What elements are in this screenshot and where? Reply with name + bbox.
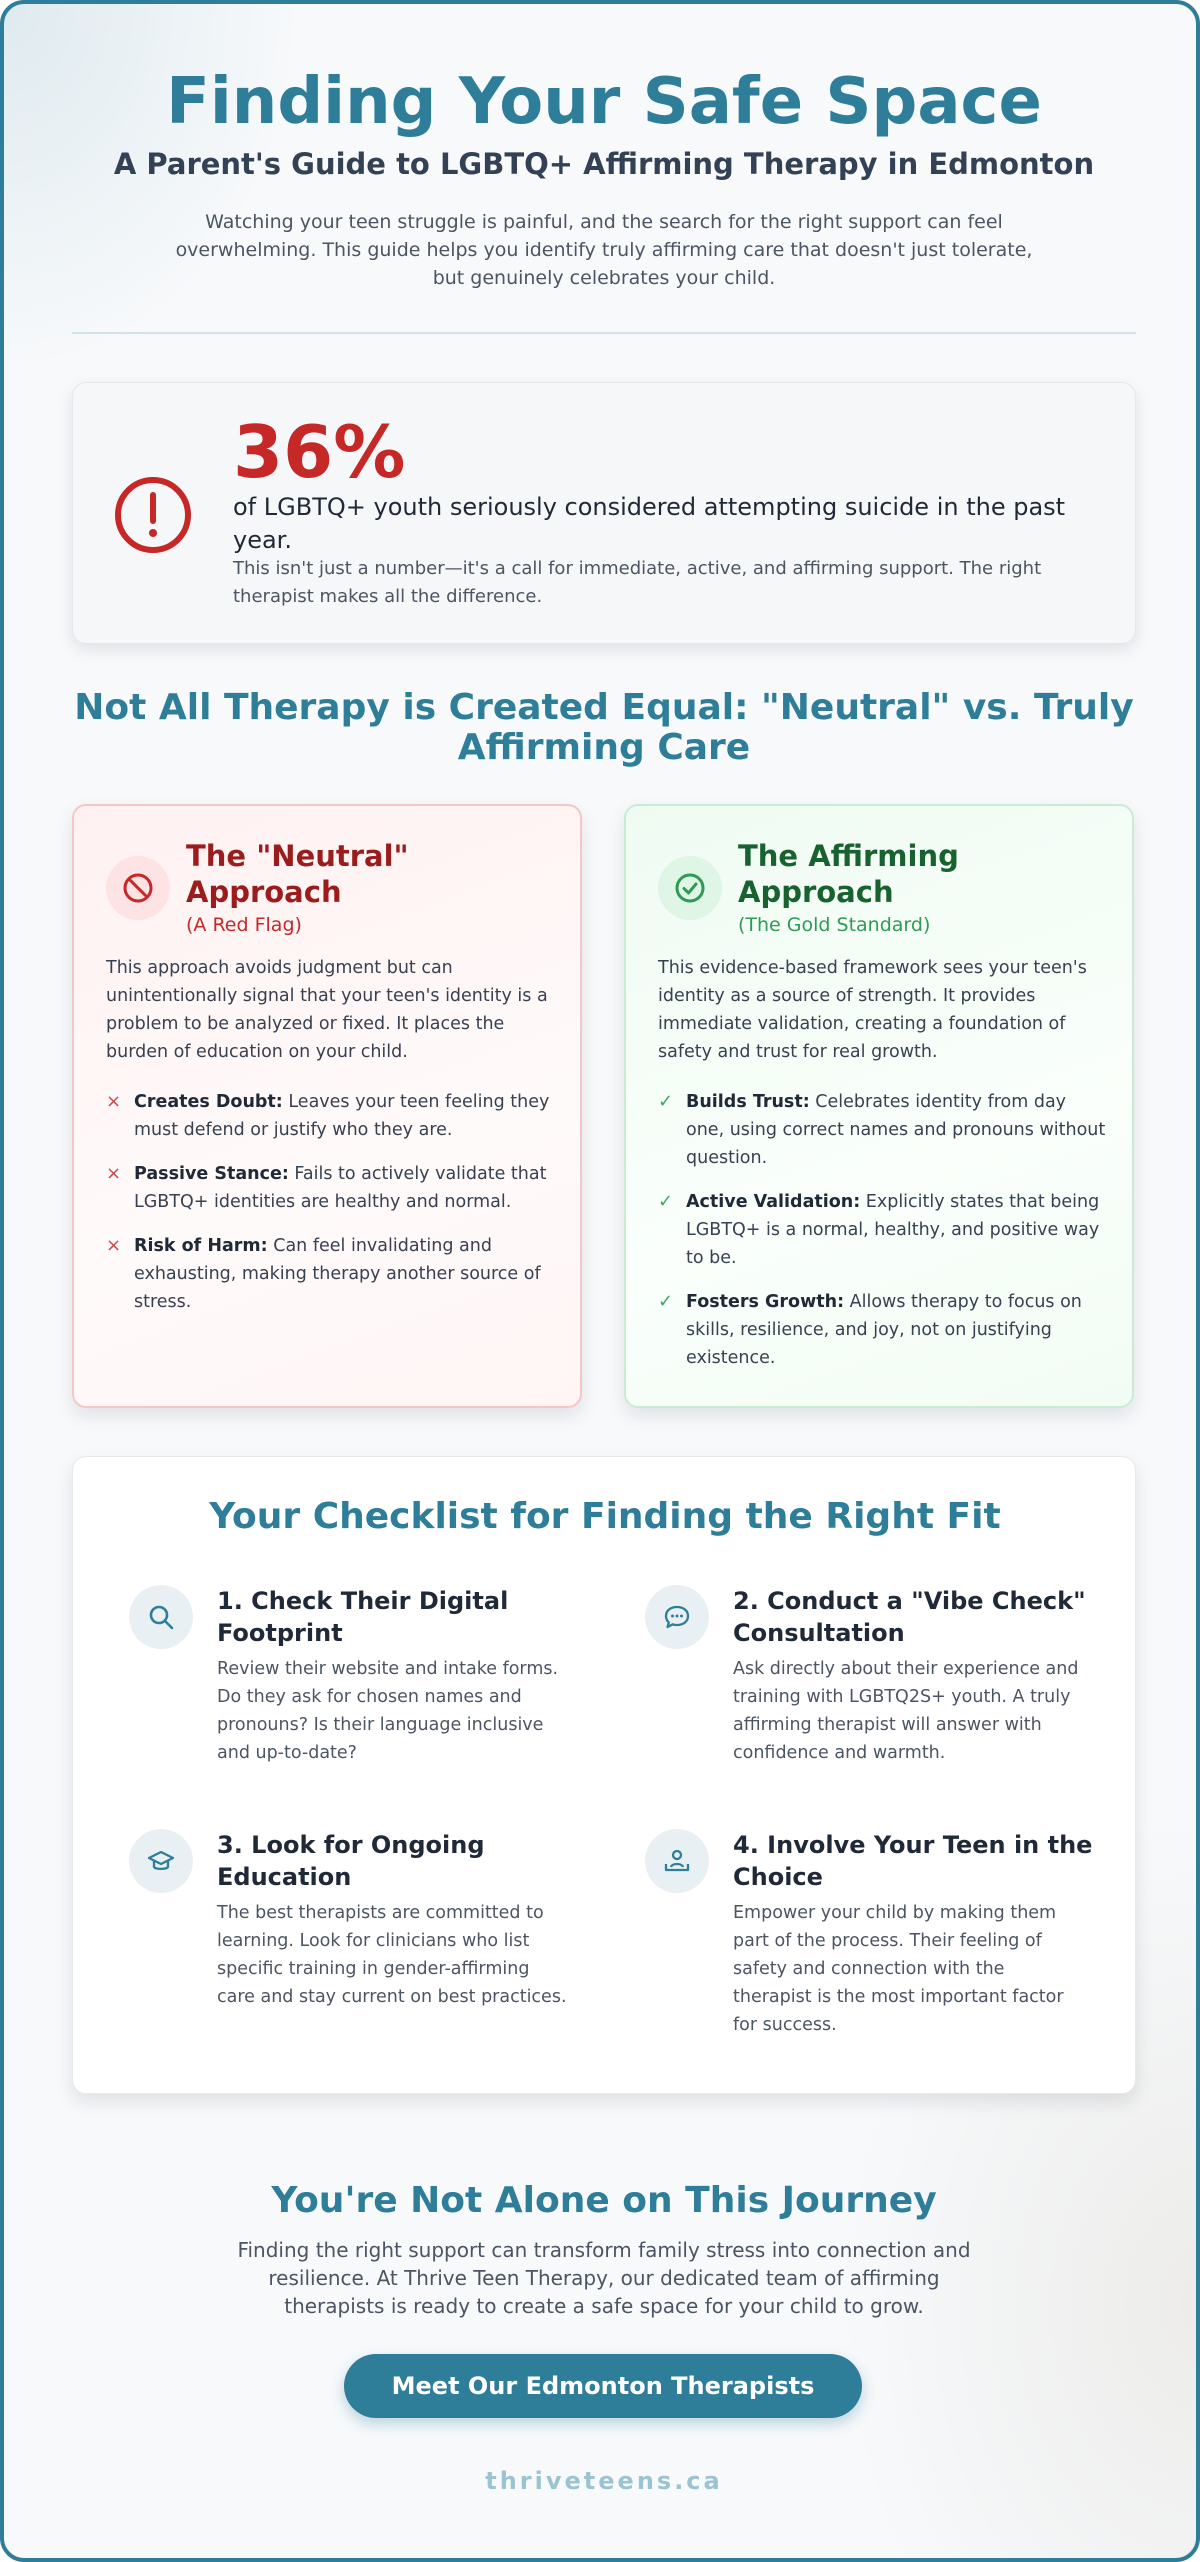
- neutral-approach-card: [72, 804, 582, 1408]
- step-title: 3. Look for Ongoing Education: [217, 1831, 485, 1891]
- affirming-tag: (The Gold Standard): [738, 914, 931, 936]
- point-text: Allows therapy to focus on skills, resilience, and joy, not on justifying existence.: [686, 1292, 1082, 1368]
- neutral-points: [106, 1088, 554, 1332]
- point-label: Risk of Harm:: [134, 1236, 268, 1256]
- affirming-points: [658, 1088, 1106, 1388]
- affirming-title: The Affirming Approach: [738, 839, 959, 909]
- step-icon-badge: [645, 1829, 709, 1893]
- meet-therapists-button[interactable]: Meet Our Edmonton Therapists: [344, 2354, 862, 2418]
- point-text: Explicitly states that being LGBTQ+ is a normal, healthy, and positive way to be.: [686, 1192, 1100, 1268]
- checklist-card: [72, 1456, 1136, 2094]
- step-description: Ask directly about their experience and training with LGBTQ2S+ youth. A truly affirming therapist will answer with confidence and warmth.: [733, 1659, 1079, 1763]
- page-title: Finding Your Safe Space: [166, 65, 1042, 139]
- cta-text: Finding the right support can transform family stress into connection and resilience. At Thrive Teen Therapy, our dedicated team of affirming therapists is ready to create a safe space for your child to grow.: [237, 2238, 971, 2318]
- step-title: 1. Check Their Digital Footprint: [217, 1587, 509, 1647]
- statistic-description: of LGBTQ+ youth seriously considered attempting suicide in the past year.: [233, 493, 1066, 554]
- ban-icon: [122, 872, 154, 904]
- step-icon-badge: [129, 1585, 193, 1649]
- list-item: [106, 1088, 554, 1144]
- intro-paragraph: Watching your teen struggle is painful, and the search for the right support can feel overwhelming. This guide helps you identify truly affirming care that doesn't just tolerate, but genuinely celebrates your child.: [175, 211, 1033, 289]
- step-description: Empower your child by making them part of the process. Their feeling of safety and connection with the therapist is the most important factor for success.: [733, 1903, 1064, 2035]
- point-text: Fails to actively validate that LGBTQ+ identities are healthy and normal.: [134, 1164, 547, 1212]
- alert-circle-icon: [113, 475, 193, 555]
- step-title: 2. Conduct a "Vibe Check" Consultation: [733, 1587, 1086, 1647]
- checklist-title: Your Checklist for Finding the Right Fit: [209, 1496, 1001, 1537]
- x-mark-icon: ×: [106, 1163, 122, 1184]
- neutral-description: This approach avoids judgment but can unintentionally signal that your teen's identity is a problem to be analyzed or fixed. It places the burden of education on your child.: [106, 958, 548, 1062]
- page-subtitle: A Parent's Guide to LGBTQ+ Affirming Therapy in Edmonton: [113, 147, 1095, 181]
- section-divider: [72, 332, 1136, 334]
- step-icon-badge: [129, 1829, 193, 1893]
- point-text: Can feel invalidating and exhausting, making therapy another source of stress.: [134, 1236, 541, 1312]
- affirming-badge: [658, 856, 722, 920]
- point-label: Active Validation:: [686, 1192, 861, 1212]
- check-mark-icon: ✓: [658, 1191, 674, 1212]
- step-description: The best therapists are committed to learning. Look for clinicians who list specific training in gender-affirming care and stay current on best practices.: [217, 1903, 567, 2007]
- list-item: [106, 1160, 554, 1216]
- x-mark-icon: ×: [106, 1091, 122, 1112]
- check-mark-icon: ✓: [658, 1091, 674, 1112]
- search-icon: [147, 1603, 175, 1631]
- graduation-cap-icon: [147, 1847, 175, 1875]
- step-description: Review their website and intake forms. Do they ask for chosen names and pronouns? Is their language inclusive and up-to-date?: [217, 1659, 559, 1763]
- comparison-title: Not All Therapy is Created Equal: "Neutral" vs. Truly Affirming Care: [74, 687, 1134, 768]
- chat-bubble-icon: [663, 1603, 691, 1631]
- list-item: [106, 1232, 554, 1316]
- point-label: Fosters Growth:: [686, 1292, 845, 1312]
- x-mark-icon: ×: [106, 1235, 122, 1256]
- affirming-approach-card: [624, 804, 1134, 1408]
- neutral-title: The "Neutral" Approach: [186, 839, 409, 909]
- point-text: Celebrates identity from day one, using correct names and pronouns without question.: [686, 1092, 1106, 1168]
- check-circle-icon: [674, 872, 706, 904]
- neutral-badge: [106, 856, 170, 920]
- step-icon-badge: [645, 1585, 709, 1649]
- statistic-number: 36%: [233, 410, 406, 494]
- list-item: [658, 1288, 1106, 1372]
- point-label: Passive Stance:: [134, 1164, 289, 1184]
- point-label: Creates Doubt:: [134, 1092, 283, 1112]
- person-support-icon: [663, 1847, 691, 1875]
- check-mark-icon: ✓: [658, 1291, 674, 1312]
- cta-title: You're Not Alone on This Journey: [271, 2180, 937, 2221]
- footer-website[interactable]: thriveteens.ca: [485, 2467, 723, 2495]
- statistic-note: This isn't just a number—it's a call for immediate, active, and affirming support. The right therapist makes all the difference.: [233, 558, 1042, 607]
- statistic-card: [72, 382, 1136, 644]
- neutral-tag: (A Red Flag): [186, 914, 302, 936]
- affirming-description: This evidence-based framework sees your teen's identity as a source of strength. It provides immediate validation, creating a foundation of safety and trust for real growth.: [658, 958, 1087, 1062]
- point-label: Builds Trust:: [686, 1092, 810, 1112]
- list-item: [658, 1088, 1106, 1172]
- list-item: [658, 1188, 1106, 1272]
- point-text: Leaves your teen feeling they must defend or justify who they are.: [134, 1092, 550, 1140]
- step-title: 4. Involve Your Teen in the Choice: [733, 1831, 1093, 1891]
